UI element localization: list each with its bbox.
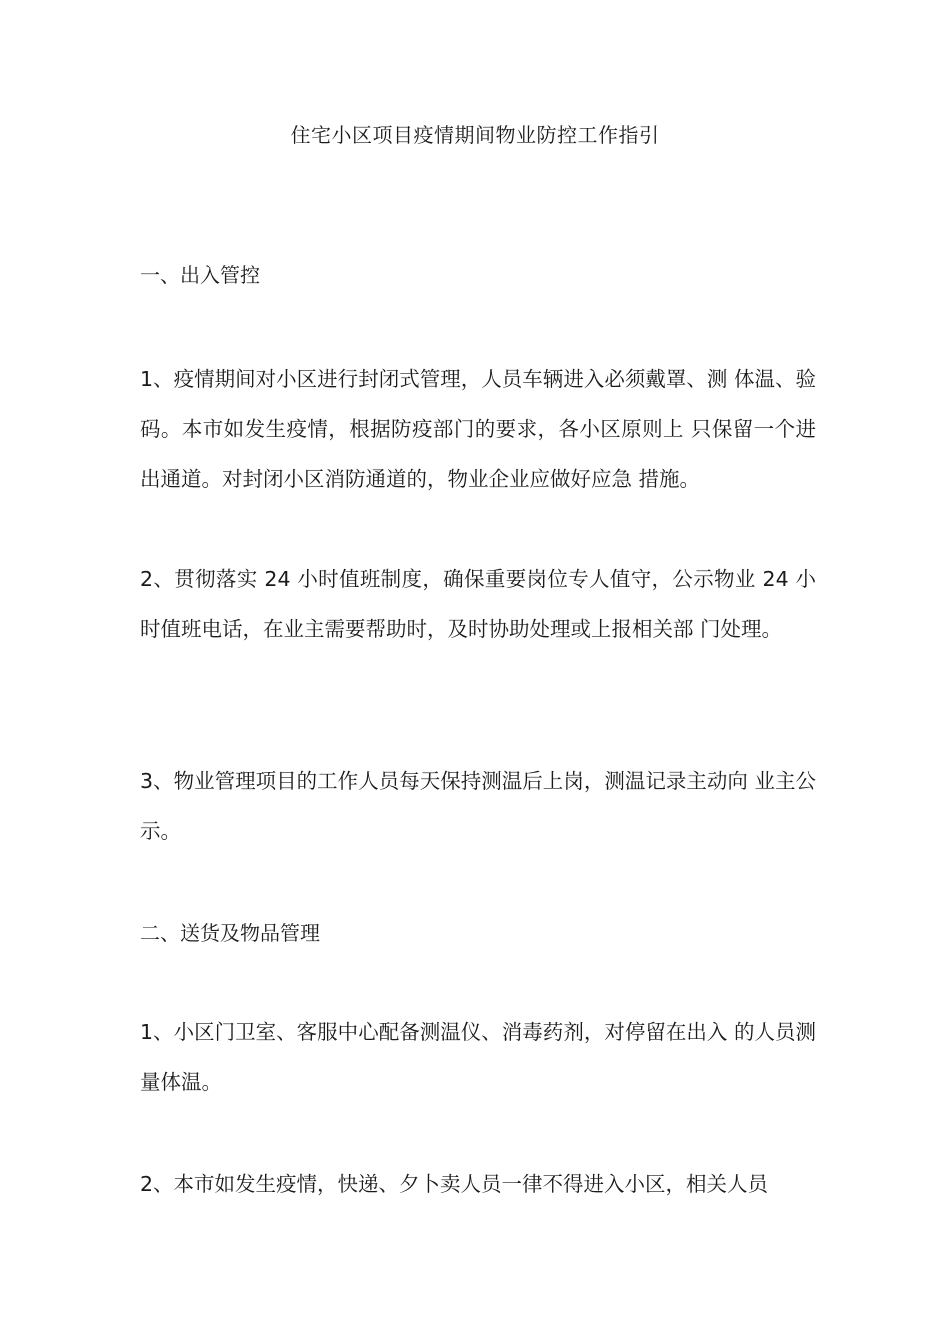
paragraph-access-2: 2、贯彻落实 24 小时值班制度，确保重要岗位专人值守，公示物业 24 小时值班电话，在业主需要帮助时，及时协助处理或上报相关部 门处理。 (140, 567, 816, 641)
section-heading-access-control: 一、出入管控 (140, 263, 260, 287)
paragraph-access-1: 1、疫情期间对小区进行封闭式管理，人员车辆进入必须戴罩、测 体温、验码。本市如发生疫情，根据防疫部门的要求，各小区原则上 只保留一个进出通道。对封闭小区消防通道的，物业企业应做好应急 措施。 (140, 367, 816, 491)
document-title: 住宅小区项目疫情期间物业防控工作指引 (290, 123, 660, 147)
paragraph-delivery-2: 2、本市如发生疫情，快递、夕卜卖人员一律不得进入小区，相关人员 (140, 1172, 769, 1196)
paragraph-access-3: 3、物业管理项目的工作人员每天保持测温后上岗，测温记录主动向 业主公示。 (140, 769, 816, 843)
section-heading-delivery: 二、送货及物品管理 (140, 921, 320, 945)
paragraph-delivery-1: 1、小区门卫室、客服中心配备测温仪、消毒药剂，对停留在出入 的人员测量体温。 (140, 1020, 816, 1094)
